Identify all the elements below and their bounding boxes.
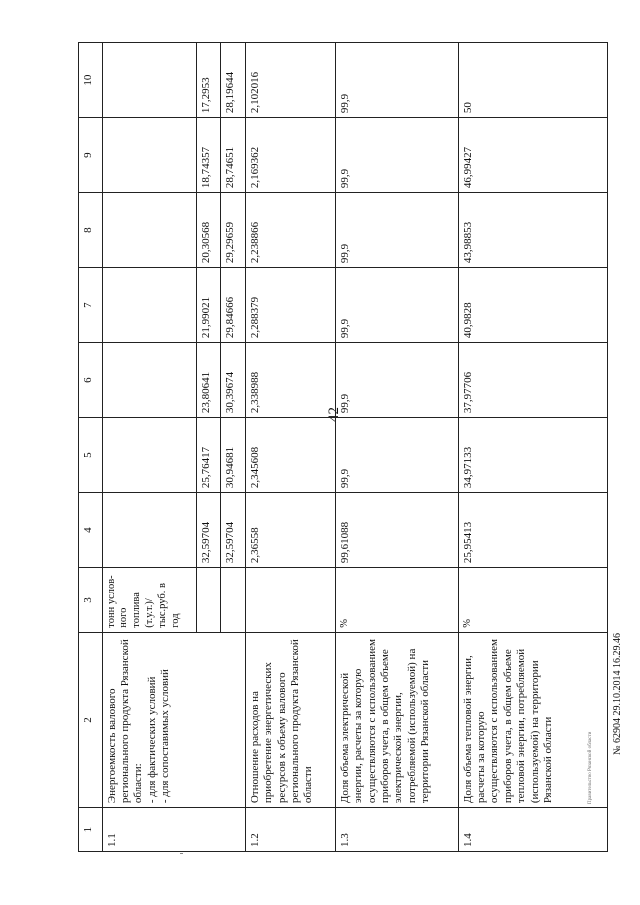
row-description	[102, 632, 245, 807]
value-cell: 32,59704	[221, 493, 246, 568]
empty-cell	[102, 418, 196, 493]
value-cell: 40,9828	[458, 268, 607, 343]
row-unit: %	[458, 568, 607, 633]
value-cell: 2,338988	[245, 343, 335, 418]
table-row	[458, 43, 607, 852]
header-cell: 5	[79, 418, 103, 493]
value-cell: 46,99427	[458, 118, 607, 193]
table-row	[245, 43, 335, 852]
indicators-table	[78, 42, 608, 852]
table-row	[102, 43, 196, 852]
row-id: 1.1	[102, 808, 245, 852]
value-cell: 30,94681	[221, 418, 246, 493]
value-cell: 30,39674	[221, 343, 246, 418]
value-cell: 2,102016	[245, 43, 335, 118]
header-cell: 3	[79, 568, 103, 633]
header-row	[79, 43, 103, 852]
empty-cell	[102, 493, 196, 568]
row-id: 1.3	[335, 808, 458, 852]
row-description-text: Энергоемкость валового регионального продукта Рязанской области:	[105, 639, 145, 804]
value-cell: 29,84666	[221, 268, 246, 343]
empty-cell	[102, 193, 196, 268]
value-cell: 29,29659	[221, 193, 246, 268]
value-cell: 2,288379	[245, 268, 335, 343]
header-cell: 10	[79, 43, 103, 118]
value-cell: 34,97133	[458, 418, 607, 493]
value-cell: 37,97706	[458, 343, 607, 418]
rotated-table-wrapper	[78, 42, 608, 852]
header-cell: 6	[79, 343, 103, 418]
row-unit: тонн услов-ного топлива (т.у.т.)/ тыс.руб. в год	[102, 568, 196, 633]
table-row	[335, 43, 458, 852]
row-subitem-fact: - для фактических условий	[145, 676, 158, 804]
value-cell: 50	[458, 43, 607, 118]
header-cell: 4	[79, 493, 103, 568]
value-cell: 23,80641	[196, 343, 221, 418]
value-cell: 20,30568	[196, 193, 221, 268]
value-cell: 99,9	[335, 418, 458, 493]
page-number: 42	[326, 407, 342, 422]
value-cell: 99,9	[335, 118, 458, 193]
empty-cell	[102, 118, 196, 193]
registration-stamp: Правительство Рязанской области	[588, 731, 593, 804]
value-cell: 2,169362	[245, 118, 335, 193]
row-unit	[245, 568, 335, 633]
empty-cell	[102, 43, 196, 118]
empty-cell	[102, 268, 196, 343]
document-registration: № 62904 29.10.2014 16.29.46	[612, 632, 623, 755]
row-description: Доля объема тепловой энергии, расчеты за которую осуществляются с использованием приборов учета, в общем объеме тепловой энергии, потребляемой (используемой) на территории Рязанской области	[458, 632, 607, 807]
value-cell: 99,9	[335, 268, 458, 343]
row-unit: %	[335, 568, 458, 633]
value-cell: 43,98853	[458, 193, 607, 268]
value-cell: 99,9	[335, 43, 458, 118]
value-cell: 17,2953	[196, 43, 221, 118]
value-cell: 32,59704	[196, 493, 221, 568]
scan-mark	[180, 853, 183, 854]
empty-cell	[221, 568, 246, 633]
row-id: 1.2	[245, 808, 335, 852]
value-cell: 25,76417	[196, 418, 221, 493]
value-cell: 99,9	[335, 343, 458, 418]
header-cell: 9	[79, 118, 103, 193]
value-cell: 18,74357	[196, 118, 221, 193]
value-cell: 2,238866	[245, 193, 335, 268]
value-cell: 99,61088	[335, 493, 458, 568]
header-cell: 8	[79, 193, 103, 268]
value-cell: 25,95413	[458, 493, 607, 568]
empty-cell	[196, 568, 221, 633]
value-cell: 28,19644	[221, 43, 246, 118]
row-subitem-comparable: - для сопоставимых условий	[159, 669, 172, 804]
row-description: Отношение расходов на приобретение энергетических ресурсов к объему валового регионального продукта Рязанской области	[245, 632, 335, 807]
header-cell: 2	[79, 632, 103, 807]
header-cell: 7	[79, 268, 103, 343]
value-cell: 2,345608	[245, 418, 335, 493]
value-cell: 28,74651	[221, 118, 246, 193]
row-id: 1.4	[458, 808, 607, 852]
value-cell: 2,36558	[245, 493, 335, 568]
row-description: Доля объема электрической энергии, расчеты за которую осуществляются с использованием приборов учета, в общем объеме электрической энергии, потребляемой (используемой) на территории Рязанской области	[335, 632, 458, 807]
value-cell: 99,9	[335, 193, 458, 268]
empty-cell	[102, 343, 196, 418]
header-cell: 1	[79, 808, 103, 852]
value-cell: 21,99021	[196, 268, 221, 343]
